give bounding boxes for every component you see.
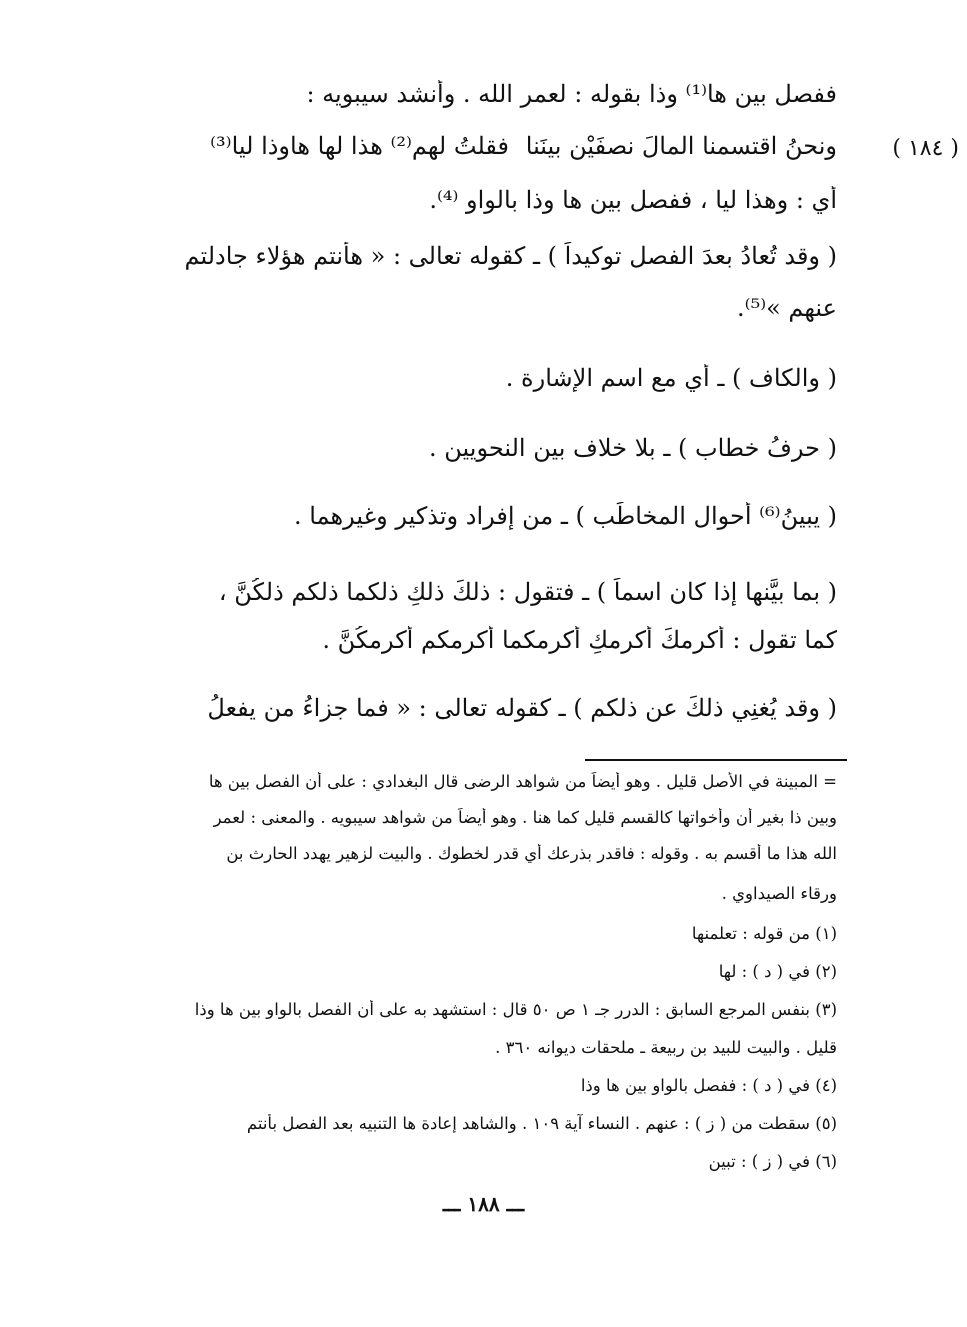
text-line-9: ( بما بيَّنها إذا كان اسماً ) ـ فتقول : ذلكَ ذلكِ ذلكما ذلكم ذلكُنَّ ، — [218, 578, 837, 606]
footnote-continuation-line-4: ورقاء الصيداوي . — [721, 884, 837, 903]
text-line-5: عنهم »⁽⁵⁾. — [737, 294, 837, 322]
verse-first-hemistich: ونحنُ اقتسمنا المالَ نصفَيْن بينَنا — [525, 132, 837, 160]
text-line-10: كما تقول : أكرمكَ أكرمكِ أكرمكما أكرمكم أكرمكُنَّ . — [322, 626, 837, 654]
footnote-6: (٦) في ( ز ) : تبين — [708, 1152, 837, 1171]
footnote-3-line-1: (٣) بنفس المرجع السابق : الدرر جـ ١ ص ٥٠ قال : استشهد به على أن الفصل بالواو بين ها وذا — [194, 1000, 837, 1019]
page-number: ـــ ١٨٨ ـــ — [442, 1192, 525, 1216]
footnote-2: (٢) في ( د ) : لها — [718, 962, 837, 981]
text-line-1: ففصل بين ها⁽¹⁾ وذا بقوله : لعمر الله . وأنشد سيبويه : — [306, 80, 837, 108]
text-line-7: ( حرفُ خطاب ) ـ بلا خلاف بين النحويين . — [429, 434, 837, 462]
side-paragraph-marker: ( ١٨٤ ) — [892, 136, 959, 161]
footnote-continuation-line-1: = المبينة في الأصل قليل . وهو أيضاً من شواهد الرضى قال البغدادي : على أن الفصل بين ها — [208, 772, 837, 791]
footnote-3-line-2: قليل . والبيت للبيد بن ربيعة ـ ملحقات ديوانه ٣٦٠ . — [495, 1038, 837, 1057]
footnote-continuation-line-3: الله هذا ما أقسم به . وقوله : فاقدر بذرعك أي قدر لخطوك . والبيت لزهير يهدد الحارث بن — [226, 844, 837, 863]
text-line-6: ( والكاف ) ـ أي مع اسم الإشارة . — [505, 364, 837, 392]
footnote-1: (١) من قوله : تعلمنها — [691, 924, 837, 943]
footnote-continuation-line-2: وبين ذا بغير أن وأخواتها كالقسم قليل كما هنا . وهو أيضاً من شواهد سيبويه . والمعنى : لعمر — [213, 808, 837, 827]
verse-second-hemistich: فقلتُ لهم⁽²⁾ هذا لها هاوذا ليا⁽³⁾ — [210, 132, 509, 160]
text-line-8: ( يبينُ⁽⁶⁾ أحوال المخاطَب ) ـ من إفراد وتذكير وغيرهما . — [294, 502, 837, 530]
text-line-11: ( وقد يُغنِي ذلكَ عن ذلكم ) ـ كقوله تعالى : « فما جزاءُ من يفعلُ — [207, 694, 837, 722]
footnote-4: (٤) في ( د ) : ففصل بالواو بين ها وذا — [580, 1076, 837, 1095]
footnote-5: (٥) سقطت من ( ز ) : عنهم . النساء آية ١٠٩ . والشاهد إعادة ها التنبيه بعد الفصل بأنتم — [246, 1114, 837, 1133]
text-line-3: أي : وهذا ليا ، ففصل بين ها وذا بالواو ⁽⁴⁾. — [429, 186, 837, 214]
text-line-4: ( وقد تُعادُ بعدَ الفصلِ توكيداً ) ـ كقوله تعالى : « هأنتم هؤلاء جادلتم — [184, 242, 837, 270]
footnote-separator — [585, 759, 847, 761]
